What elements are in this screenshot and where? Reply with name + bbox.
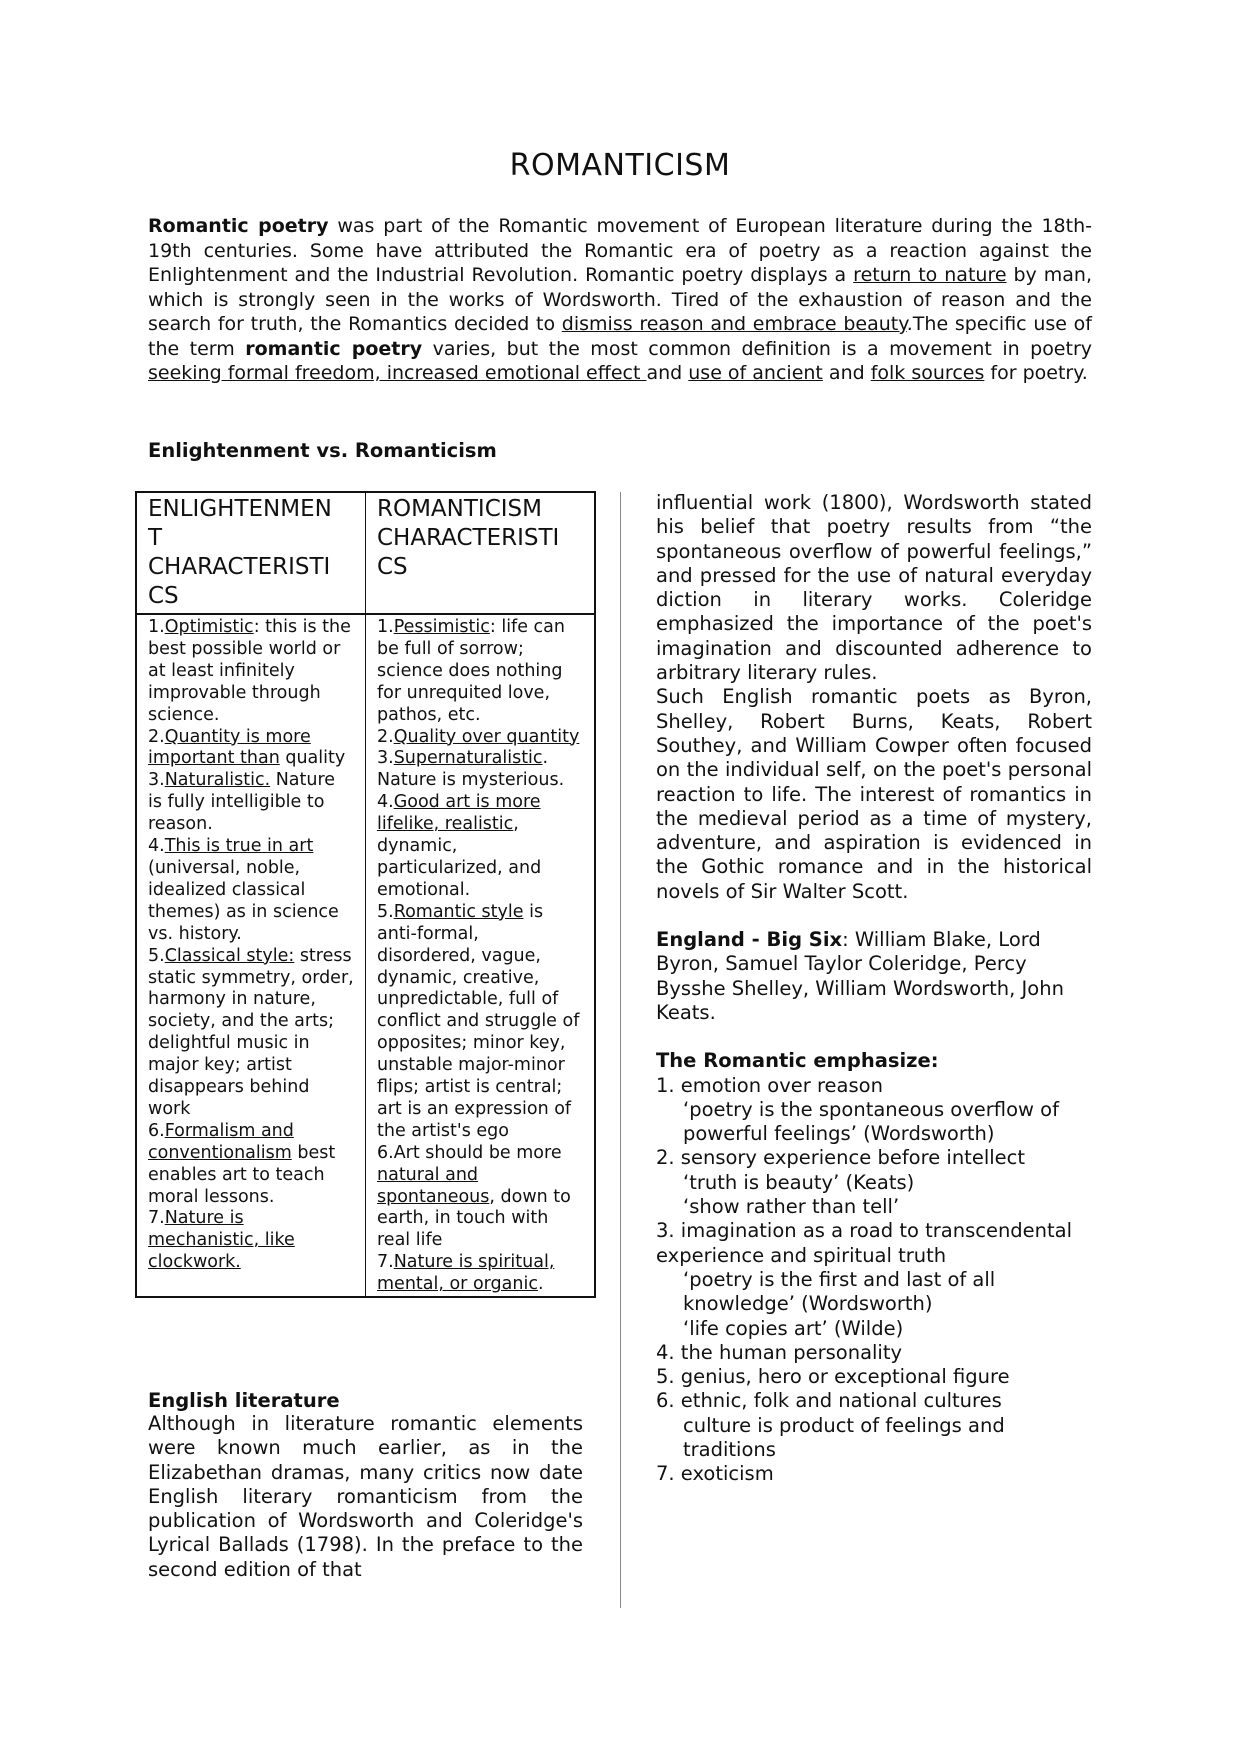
comparison-table	[135, 491, 596, 1298]
emphasize-subitem: ‘truth is beauty’ (Keats)	[683, 1170, 915, 1194]
emphasize-item: 4. the human personality	[656, 1340, 903, 1364]
enlightenment-characteristics	[136, 614, 366, 1297]
emphasize-subitem: ‘show rather than tell’	[683, 1195, 900, 1219]
rom-item: 6.Art should be more natural and spontaneous, down to earth, in touch with real life	[377, 1142, 571, 1251]
emphasize-heading: The Romantic emphasize:	[656, 1049, 939, 1073]
emphasize-list	[656, 1074, 1092, 1487]
big-six-label: England - Big Six	[656, 928, 843, 952]
english-literature-body: Although in literature romantic elements were known much earlier, as in the Elizabethan dramas, many critics now date English literary romanticism from the publication of Wordsworth and Coleridge's Lyrical Ballads (1798). In the preface to the second edition of that	[148, 1412, 583, 1581]
enl-item: 1.Optimistic: this is the best possible world or at least infinitely improvable through science.	[148, 617, 351, 725]
emphasize-subitem: culture is product of feelings and traditions	[683, 1413, 1005, 1461]
enl-item: 6.Formalism and conventionalism best enables art to teach moral lessons.	[148, 1120, 336, 1207]
romanticism-characteristics	[366, 614, 596, 1297]
rom-item: 3.Supernaturalistic. Nature is mysterious.	[377, 748, 565, 791]
english-literature-heading: English literature	[148, 1389, 340, 1412]
emphasize-item: 1. emotion over reason	[656, 1073, 883, 1097]
emphasize-subitem: ‘life copies art’ (Wilde)	[683, 1316, 904, 1340]
emphasize-subitem: ‘poetry is the spontaneous overflow of powerful feelings’ (Wordsworth)	[683, 1097, 1059, 1146]
table-header-romanticism: ROMANTICISM CHARACTERISTI CS	[366, 492, 596, 614]
rom-item: 7.Nature is spiritual, mental, or organic.	[377, 1252, 555, 1295]
column-divider	[620, 492, 621, 1608]
right-paragraph-1: influential work (1800), Wordsworth stated his belief that poetry results from “the spontaneous overflow of powerful feelings,” and pressed for the use of natural everyday diction in literary works. Coleridge emphasized the importance of the poet's imagination and discounted adherence to arbitrary literary rules.	[656, 491, 1092, 685]
emphasize-item: 7. exoticism	[656, 1462, 774, 1486]
intro-bold-romantic-poetry: Romantic poetry	[148, 215, 329, 237]
emphasize-item: 5. genius, hero or exceptional figure	[656, 1365, 1010, 1389]
english-literature-section	[148, 1389, 583, 1582]
section-heading: Enlightenment vs. Romanticism	[148, 439, 497, 462]
enl-item: 3.Naturalistic. Nature is fully intelligible to reason.	[148, 770, 336, 835]
emphasize-item: 3. imagination as a road to transcendental experience and spiritual truth	[656, 1219, 1073, 1267]
emphasize-subitem: ‘poetry is the first and last of all knowledge’ (Wordsworth)	[683, 1267, 996, 1316]
big-six-paragraph: England - Big Six: William Blake, Lord Byron, Samuel Taylor Coleridge, Percy Bysshe Shelley, William Wordsworth, John Keats.	[656, 928, 1064, 1024]
enl-item: 4.This is true in art (universal, noble, idealized classical themes) as in science vs. history.	[148, 836, 339, 944]
table-header-enlightenment: ENLIGHTENMEN T CHARACTERISTI CS	[136, 492, 366, 614]
right-column	[656, 491, 1092, 1487]
rom-item: 1.Pessimistic: life can be full of sorrow; science does nothing for unrequited love, pathos, etc.	[377, 617, 565, 725]
emphasize-item: 2. sensory experience before intellect	[656, 1146, 1026, 1170]
rom-item: 4.Good art is more lifelike, realistic, dynamic, particularized, and emotional.	[377, 792, 542, 900]
enl-item: 7.Nature is mechanistic, like clockwork.	[148, 1208, 295, 1273]
page-title: ROMANTICISM	[509, 148, 731, 183]
enl-item: 5.Classical style: stress static symmetry, order, harmony in nature, society, and the arts; delightful music in major key; artist disappears behind work	[148, 945, 354, 1119]
intro-paragraph: Romantic poetry was part of the Romantic movement of European literature during the 18th-19th centuries. Some have attributed the Romantic era of poetry as a reaction against the Enlightenment and the Industrial Revolution. Romantic poetry displays a return to nature by man, which is strongly seen in the works of Wordsworth. Tired of the exhaustion of reason and the search for truth, the Romantics decided to dismiss reason and embrace beauty.The specific use of the term romantic poetry varies, but the most common definition is a movement in poetry seeking formal freedom, increased emotional effect and use of ancient and folk sources for poetry.	[148, 215, 1093, 384]
enl-item: 2.Quantity is more important than quality	[148, 726, 346, 769]
rom-item: 2.Quality over quantity	[377, 726, 580, 747]
rom-item: 5.Romantic style is anti-formal, disordered, vague, dynamic, creative, unpredictable, full of conflict and struggle of opposites; minor key, unstable major-minor flips; artist is central; art is an expression of the artist's ego	[377, 901, 580, 1141]
emphasize-item: 6. ethnic, folk and national cultures	[656, 1389, 1002, 1413]
right-paragraph-2: Such English romantic poets as Byron, Shelley, Robert Burns, Keats, Robert Southey, and William Cowper often focused on the individual self, on the poet's personal reaction to life. The interest of romantics in the medieval period as a time of mystery, adventure, and aspiration is evidenced in the Gothic romance and in the historical novels of Sir Walter Scott.	[656, 685, 1092, 903]
